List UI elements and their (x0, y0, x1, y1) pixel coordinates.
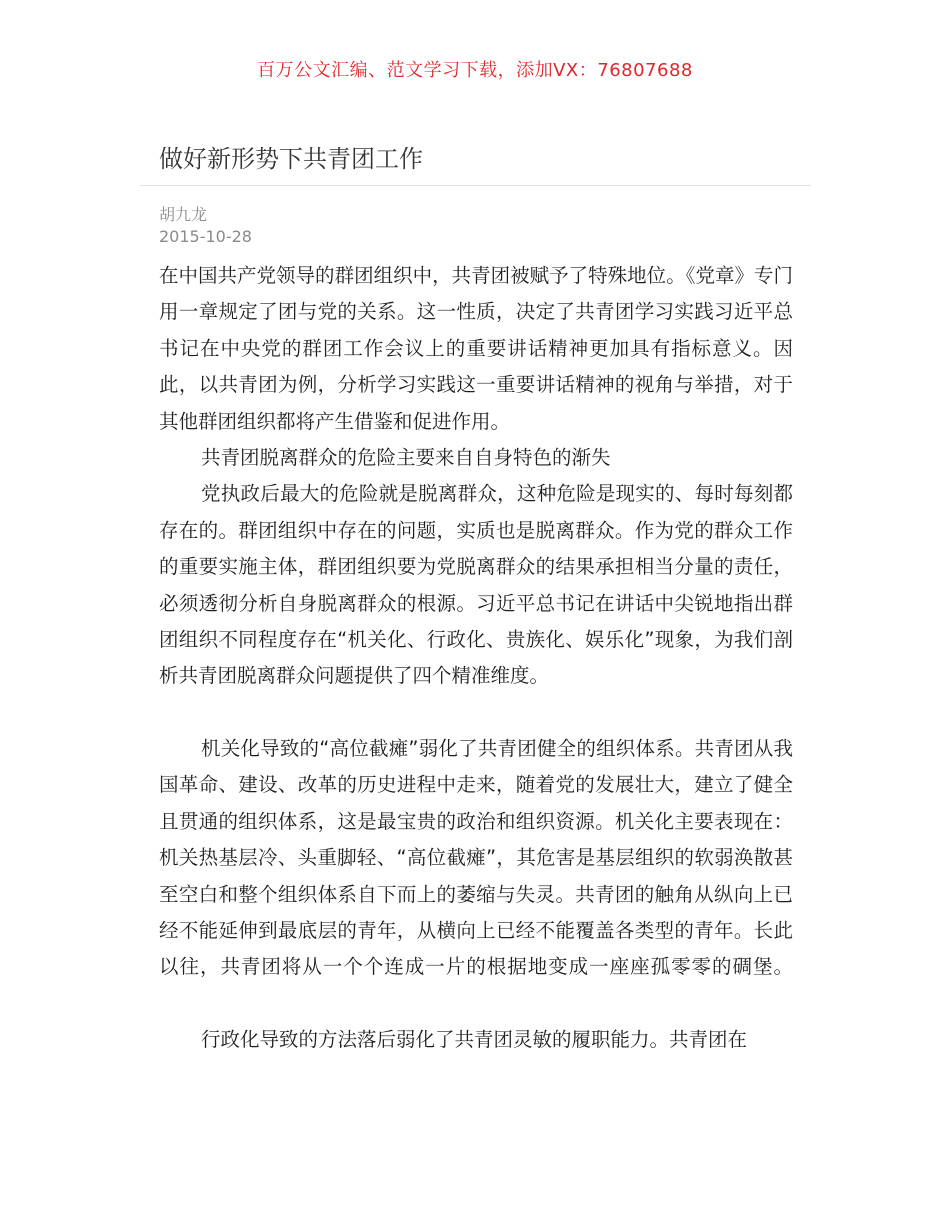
article-title: 做好新形势下共青团工作 (159, 145, 423, 173)
article-author: 胡九龙 (159, 205, 208, 224)
article-paragraph: 在中国共产党领导的群团组织中，共青团被赋予了特殊地位。《党章》专门用一章规定了团与党的关系。这一性质，决定了共青团学习实践习近平总书记在中央党的群团工作会议上的重要讲话精神更加具有指标意义。因此，以共青团为例，分析学习实践这一重要讲话精神的视角与举措，对于其他群团组织都将产生借鉴和促进作用。 (159, 264, 793, 433)
article-paragraph: 行政化导致的方法落后弱化了共青团灵敏的履职能力。共青团在 (201, 1027, 748, 1051)
article-date: 2015-10-28 (159, 227, 252, 246)
article-paragraph: 党执政后最大的危险就是脱离群众，这种危险是现实的、每时每刻都存在的。群团组织中存在的问题，实质也是脱离群众。作为党的群众工作的重要实施主体，群团组织要为党脱离群众的结果承担相当分量的责任，必须透彻分析自身脱离群众的根源。习近平总书记在讲话中尖锐地指出群团组织不同程度存在“机关化、行政化、贵族化、娱乐化”现象，为我们剖析共青团脱离群众问题提供了四个精准维度。 (159, 482, 793, 688)
article-body (159, 258, 793, 1058)
download-banner: 百万公文汇编、范文学习下载，添加VX：76807688 (257, 60, 693, 81)
paragraph-gap (159, 986, 793, 1022)
article-subheading: 共青团脱离群众的危险主要来自自身特色的渐失 (201, 446, 611, 470)
paragraph-gap (159, 695, 793, 731)
title-divider (140, 185, 811, 186)
article-paragraph: 机关化导致的“高位截瘫”弱化了共青团健全的组织体系。共青团从我国革命、建设、改革的历史进程中走来，随着党的发展壮大，建立了健全且贯通的组织体系，这是最宝贵的政治和组织资源。机关化主要表现在：机关热基层冷、头重脚轻、“高位截瘫”，其危害是基层组织的软弱涣散甚至空白和整个组织体系自下而上的萎缩与失灵。共青团的触角从纵向上已经不能延伸到最底层的青年，从横向上已经不能覆盖各类型的青年。长此以往，共青团将从一个个连成一片的根据地变成一座座孤零零的碉堡。 (159, 736, 793, 979)
